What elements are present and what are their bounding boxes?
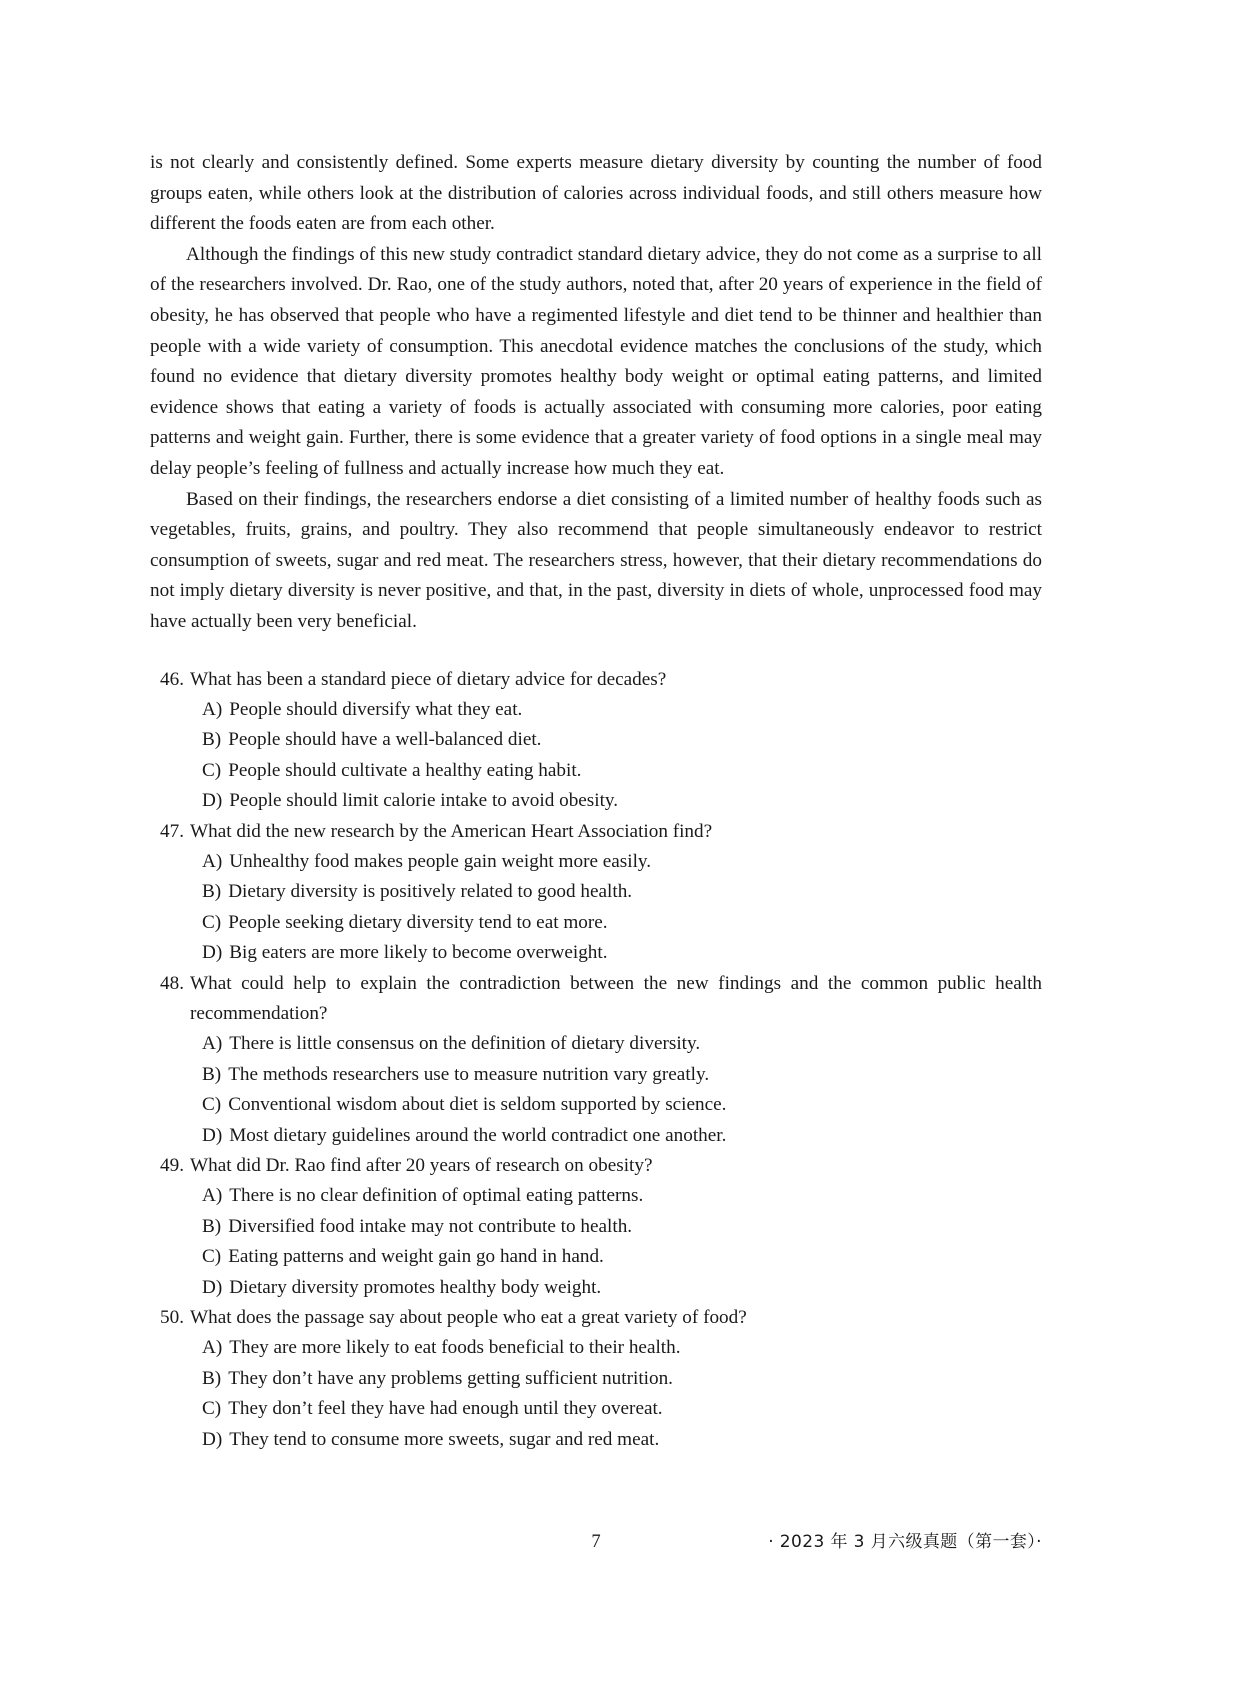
- question-number: 46.: [160, 668, 184, 690]
- questions-list: [150, 665, 1042, 1456]
- option-letter: D): [202, 1428, 223, 1450]
- option-letter: B): [202, 1215, 222, 1237]
- passage-paragraph-1: is not clearly and consistently defined. Some experts measure dietary diversity by counting the number of food groups eaten, while others look at the distribution of calories across individual foods, and still others measure how different the foods eaten are from each other.: [150, 152, 1042, 235]
- option-letter: C): [202, 1094, 222, 1116]
- question-stem: [150, 1303, 1042, 1333]
- option-a[interactable]: [150, 695, 1042, 725]
- option-d[interactable]: [150, 938, 1042, 968]
- question-text: What did the new research by the American Heart Association find?: [190, 820, 713, 842]
- option-letter: A): [202, 1033, 223, 1055]
- question-text: What did Dr. Rao find after 20 years of research on obesity?: [190, 1155, 653, 1176]
- question-text: What does the passage say about people who eat a great variety of food?: [190, 1307, 747, 1329]
- option-text: People seeking dietary diversity tend to eat more.: [228, 911, 608, 933]
- footer-exam-label: · 2023 年 3 月六级真题（第一套）·: [768, 1532, 1042, 1552]
- option-letter: A): [202, 698, 223, 720]
- option-text: Dietary diversity promotes healthy body weight.: [229, 1276, 602, 1298]
- question-47: [150, 817, 1042, 969]
- option-letter: A): [202, 1337, 223, 1359]
- option-c[interactable]: [150, 1090, 1042, 1120]
- question-text: What has been a standard piece of dietary advice for decades?: [190, 668, 667, 690]
- option-letter: C): [202, 1398, 222, 1420]
- option-text: They don’t feel they have had enough until they overeat.: [228, 1398, 663, 1420]
- option-letter: D): [202, 1124, 223, 1146]
- page-content: [150, 148, 1042, 1455]
- option-a[interactable]: [150, 847, 1042, 877]
- option-text: There is no clear definition of optimal eating patterns.: [229, 1185, 644, 1207]
- option-c[interactable]: [150, 1242, 1042, 1272]
- option-text: Conventional wisdom about diet is seldom supported by science.: [228, 1094, 727, 1116]
- question-text: What could help to explain the contradiction between the new findings and the common public health recommendation?: [190, 972, 1042, 1024]
- question-stem: [150, 1151, 1042, 1181]
- option-c[interactable]: [150, 908, 1042, 938]
- option-text: People should cultivate a healthy eating habit.: [228, 759, 582, 781]
- option-b[interactable]: [150, 1060, 1042, 1090]
- passage-paragraph-3: Based on their findings, the researchers endorse a diet consisting of a limited number of healthy foods such as vegetables, fruits, grains, and poultry. They also recommend that people simultaneously endeavor to restrict consumption of sweets, sugar and red meat. The researchers stress, however, that their dietary recommendations do not imply dietary diversity is never positive, and that, in the past, diversity in diets of whole, unprocessed food may have actually been very beneficial.: [150, 488, 1042, 632]
- question-number: 48.: [160, 972, 184, 994]
- option-d[interactable]: [150, 786, 1042, 816]
- option-letter: D): [202, 942, 223, 964]
- option-letter: B): [202, 881, 222, 903]
- option-text: Diversified food intake may not contribute to health.: [228, 1215, 633, 1237]
- question-number: 47.: [160, 820, 184, 842]
- option-c[interactable]: [150, 756, 1042, 786]
- option-a[interactable]: [150, 1333, 1042, 1363]
- option-d[interactable]: [150, 1273, 1042, 1303]
- option-text: People should have a well-balanced diet.: [228, 729, 542, 751]
- option-b[interactable]: [150, 877, 1042, 907]
- option-b[interactable]: [150, 725, 1042, 755]
- page-footer: [150, 1527, 1042, 1557]
- option-letter: C): [202, 911, 222, 933]
- option-text: People should limit calorie intake to avoid obesity.: [229, 790, 619, 812]
- option-b[interactable]: [150, 1212, 1042, 1242]
- option-text: Most dietary guidelines around the world contradict one another.: [229, 1124, 727, 1146]
- page-number: 7: [591, 1532, 601, 1552]
- question-48: [150, 969, 1042, 1151]
- option-text: Eating patterns and weight gain go hand in hand.: [228, 1246, 604, 1268]
- option-text: They tend to consume more sweets, sugar and red meat.: [229, 1428, 660, 1450]
- question-number: 50.: [160, 1307, 184, 1329]
- question-stem: [150, 817, 1042, 847]
- question-50: [150, 1303, 1042, 1455]
- question-49: [150, 1151, 1042, 1303]
- option-text: The methods researchers use to measure nutrition vary greatly.: [228, 1063, 710, 1085]
- option-d[interactable]: [150, 1425, 1042, 1455]
- option-a[interactable]: [150, 1029, 1042, 1059]
- option-letter: C): [202, 759, 222, 781]
- option-c[interactable]: [150, 1394, 1042, 1424]
- option-text: They are more likely to eat foods beneficial to their health.: [229, 1337, 681, 1359]
- option-d[interactable]: [150, 1121, 1042, 1151]
- option-letter: D): [202, 1276, 223, 1298]
- option-b[interactable]: [150, 1364, 1042, 1394]
- question-number: 49.: [160, 1155, 184, 1176]
- option-text: Big eaters are more likely to become overweight.: [229, 942, 608, 964]
- option-a[interactable]: [150, 1181, 1042, 1211]
- option-text: People should diversify what they eat.: [229, 698, 523, 720]
- option-letter: B): [202, 1063, 222, 1085]
- option-letter: A): [202, 850, 223, 872]
- question-46: [150, 665, 1042, 817]
- option-letter: B): [202, 729, 222, 751]
- question-stem: [150, 969, 1042, 1030]
- option-text: They don’t have any problems getting sufficient nutrition.: [228, 1367, 673, 1389]
- option-letter: D): [202, 790, 223, 812]
- option-text: Dietary diversity is positively related to good health.: [228, 881, 633, 903]
- option-letter: A): [202, 1185, 223, 1207]
- option-text: Unhealthy food makes people gain weight more easily.: [229, 850, 652, 872]
- question-stem: [150, 665, 1042, 695]
- option-letter: B): [202, 1367, 222, 1389]
- option-text: There is little consensus on the definition of dietary diversity.: [229, 1033, 701, 1055]
- option-letter: C): [202, 1246, 222, 1268]
- passage-paragraph-2: Although the findings of this new study contradict standard dietary advice, they do not come as a surprise to all of the researchers involved. Dr. Rao, one of the study authors, noted that, after 20 years of experience in the field of obesity, he has observed that people who have a regimented lifestyle and diet tend to be thinner and healthier than people with a wide variety of consumption. This anecdotal evidence matches the conclusions of the study, which found no evidence that dietary diversity promotes healthy body weight or optimal eating patterns, and limited evidence shows that eating a variety of foods is actually associated with consuming more calories, poor eating patterns and weight gain. Further, there is some evidence that a greater variety of food options in a single meal may delay people’s feeling of fullness and actually increase how much they eat.: [150, 243, 1042, 479]
